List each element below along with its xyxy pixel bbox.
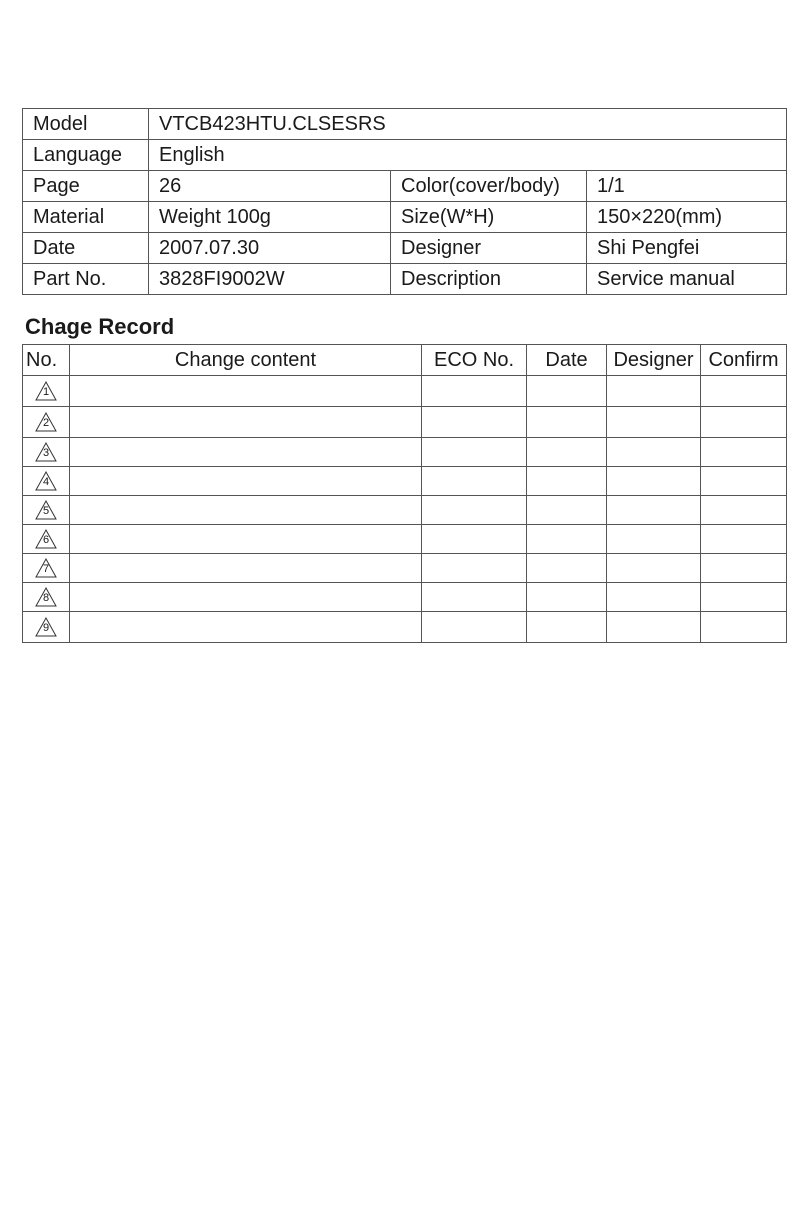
revision-number: 4 [42,476,50,488]
table-row [23,438,787,467]
revision-number-cell [23,467,70,496]
eco-no-cell [422,554,527,583]
change-record-header-row [23,345,787,376]
revision-triangle-icon [35,471,57,491]
revision-number-cell [23,376,70,407]
eco-no-cell [422,525,527,554]
table-row [23,525,787,554]
confirm-cell [701,407,787,438]
table-row [23,376,787,407]
info-row-model [23,109,787,140]
page-label: Page [23,171,149,202]
confirm-cell [701,583,787,612]
header-confirm: Confirm [701,345,787,376]
change-content-cell [70,467,422,496]
size-label: Size(W*H) [391,202,587,233]
revision-number: 6 [42,534,50,546]
change-record-title: Chage Record [25,314,175,339]
designer-cell [607,612,701,643]
table-row [23,407,787,438]
material-label: Material [23,202,149,233]
date-cell [527,612,607,643]
revision-number-cell [23,496,70,525]
eco-no-cell [422,583,527,612]
revision-number-cell [23,525,70,554]
revision-number-cell [23,583,70,612]
color-value: 1/1 [587,171,787,202]
header-eco-no: ECO No. [422,345,527,376]
change-record-table [22,344,787,643]
date-cell [527,525,607,554]
header-no: No. [23,345,70,376]
description-value: Service manual [587,264,787,295]
revision-triangle-icon [35,529,57,549]
date-cell [527,467,607,496]
table-row [23,583,787,612]
revision-triangle-icon [35,412,57,432]
revision-triangle-icon [35,381,57,401]
date-cell [527,496,607,525]
eco-no-cell [422,496,527,525]
revision-number: 5 [42,505,50,517]
change-content-cell [70,583,422,612]
change-content-cell [70,438,422,467]
change-content-cell [70,612,422,643]
confirm-cell [701,376,787,407]
revision-number: 8 [42,592,50,604]
language-value: English [149,140,787,171]
designer-cell [607,376,701,407]
revision-triangle-icon [35,587,57,607]
designer-cell [607,554,701,583]
eco-no-cell [422,467,527,496]
revision-number: 9 [42,622,50,634]
header-designer: Designer [607,345,701,376]
revision-number-cell [23,407,70,438]
partno-label: Part No. [23,264,149,295]
date-cell [527,583,607,612]
designer-value: Shi Pengfei [587,233,787,264]
revision-number: 7 [42,563,50,575]
revision-triangle-icon [35,442,57,462]
designer-cell [607,583,701,612]
revision-number: 2 [42,417,50,429]
revision-number-cell [23,554,70,583]
date-cell [527,376,607,407]
info-row-language [23,140,787,171]
description-label: Description [391,264,587,295]
info-row-material [23,202,787,233]
material-value: Weight 100g [149,202,391,233]
change-content-cell [70,525,422,554]
eco-no-cell [422,407,527,438]
designer-cell [607,438,701,467]
change-content-cell [70,554,422,583]
info-row-partno [23,264,787,295]
confirm-cell [701,438,787,467]
designer-label: Designer [391,233,587,264]
confirm-cell [701,554,787,583]
designer-cell [607,496,701,525]
date-label: Date [23,233,149,264]
confirm-cell [701,467,787,496]
model-value: VTCB423HTU.CLSESRS [149,109,787,140]
table-row [23,496,787,525]
change-record-body [23,376,787,643]
confirm-cell [701,612,787,643]
date-cell [527,438,607,467]
date-value: 2007.07.30 [149,233,391,264]
designer-cell [607,467,701,496]
change-content-cell [70,496,422,525]
model-label: Model [23,109,149,140]
size-value: 150×220(mm) [587,202,787,233]
revision-number-cell [23,612,70,643]
revision-triangle-icon [35,500,57,520]
table-row [23,554,787,583]
confirm-cell [701,525,787,554]
eco-no-cell [422,438,527,467]
language-label: Language [23,140,149,171]
designer-cell [607,407,701,438]
date-cell [527,407,607,438]
eco-no-cell [422,612,527,643]
header-change-content: Change content [70,345,422,376]
revision-number: 3 [42,447,50,459]
confirm-cell [701,496,787,525]
date-cell [527,554,607,583]
info-row-page [23,171,787,202]
header-date: Date [527,345,607,376]
table-row [23,612,787,643]
change-content-cell [70,407,422,438]
table-row [23,467,787,496]
info-row-date [23,233,787,264]
revision-triangle-icon [35,558,57,578]
designer-cell [607,525,701,554]
change-content-cell [70,376,422,407]
page-value: 26 [149,171,391,202]
revision-number: 1 [42,386,50,398]
eco-no-cell [422,376,527,407]
color-label: Color(cover/body) [391,171,587,202]
partno-value: 3828FI9002W [149,264,391,295]
revision-triangle-icon [35,617,57,637]
document-info-table [22,108,787,295]
revision-number-cell [23,438,70,467]
